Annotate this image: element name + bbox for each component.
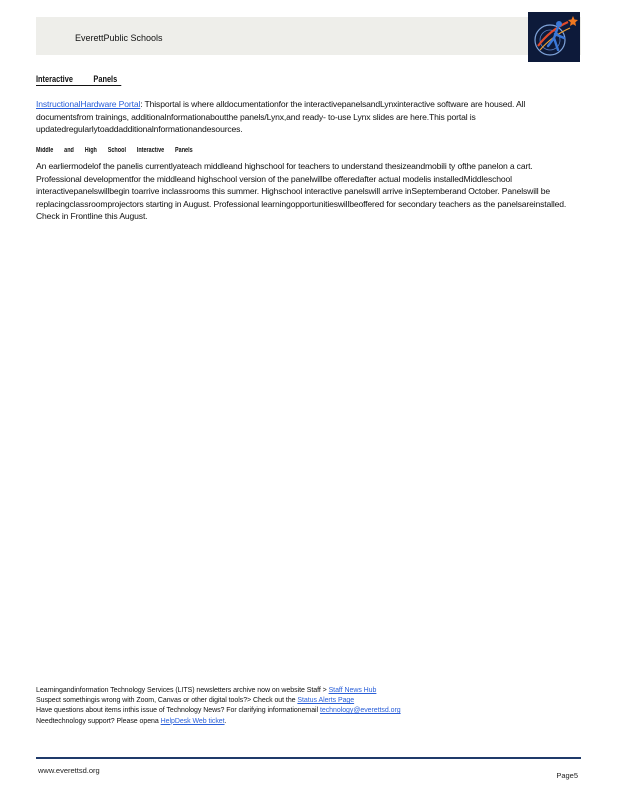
- intro-paragraph: [36, 98, 576, 136]
- panels-paragraph: An earliermodelof the panelis currentlyateach middleand highschool for teachers to understand thesizeandmobili ty ofthe panelon a cart. Professional developmentfor the middleand highschool version of the panelwillbe offeredafter actual modelis installedMiddleschool interactivepanelswillbegin toarrive inclassrooms this summer. Highschool interactive panelswill arrive inSeptemberand October. Panelswill be replacingclassroomprojectors starting in August. Professional learningopportunitieswillbeoffered for secondary teachers as the panelsareinstalled. Check in Frontline this August.: [36, 161, 567, 222]
- footer-line-support: [36, 717, 581, 727]
- status-alerts-link[interactable]: Status Alerts Page: [297, 697, 355, 705]
- footer-line-end: .: [224, 717, 227, 725]
- footer-line-text: Needtechnology support? Please opena: [36, 717, 161, 725]
- org-name: EverettPublic Schools: [75, 33, 163, 43]
- helpdesk-ticket-link[interactable]: HelpDesk Web ticket: [160, 717, 225, 725]
- footer-line-status: [36, 696, 581, 706]
- footer-line-text: Suspect somethingis wrong with Zoom, Canvas or other digital tools?> Check out the: [36, 697, 298, 705]
- page-number: Page5: [556, 771, 578, 780]
- staff-news-hub-link[interactable]: Staff News Hub: [328, 687, 377, 694]
- intro-text: : Thisportal is where alldocumentationfor the interactivepanelsandLynxinteractive software are housed. All documentsfrom trainings, additionalnformationaboutthe panels/Lynx,and ready- to-use Lynx slides are here.This portal is updatedregularlytoaddadditionalnformationandesources.: [36, 99, 526, 135]
- footer-line-questions: [36, 706, 581, 716]
- instructional-hardware-portal-link[interactable]: InstructionalHardware Portal: [36, 99, 141, 109]
- footer-line-text: Learningandinformation Technology Services (LITS) newsletters archive now on website Staff >: [36, 687, 329, 694]
- footer-url: www.everettsd.org: [38, 766, 100, 775]
- footer-notes: [36, 686, 581, 727]
- technology-email-link[interactable]: technology@everettsd.org: [319, 707, 401, 715]
- footer-line-text: Have questions about items inthis issue of Technology News? For clarifying informationemail: [36, 707, 320, 715]
- section-heading: Interactive Panels: [36, 74, 121, 86]
- footer-divider: [36, 757, 581, 759]
- footer-line-newsletter: [36, 686, 581, 696]
- sub-heading: Middle and High School Interactive Panels: [36, 147, 193, 154]
- district-logo-icon: [528, 12, 580, 62]
